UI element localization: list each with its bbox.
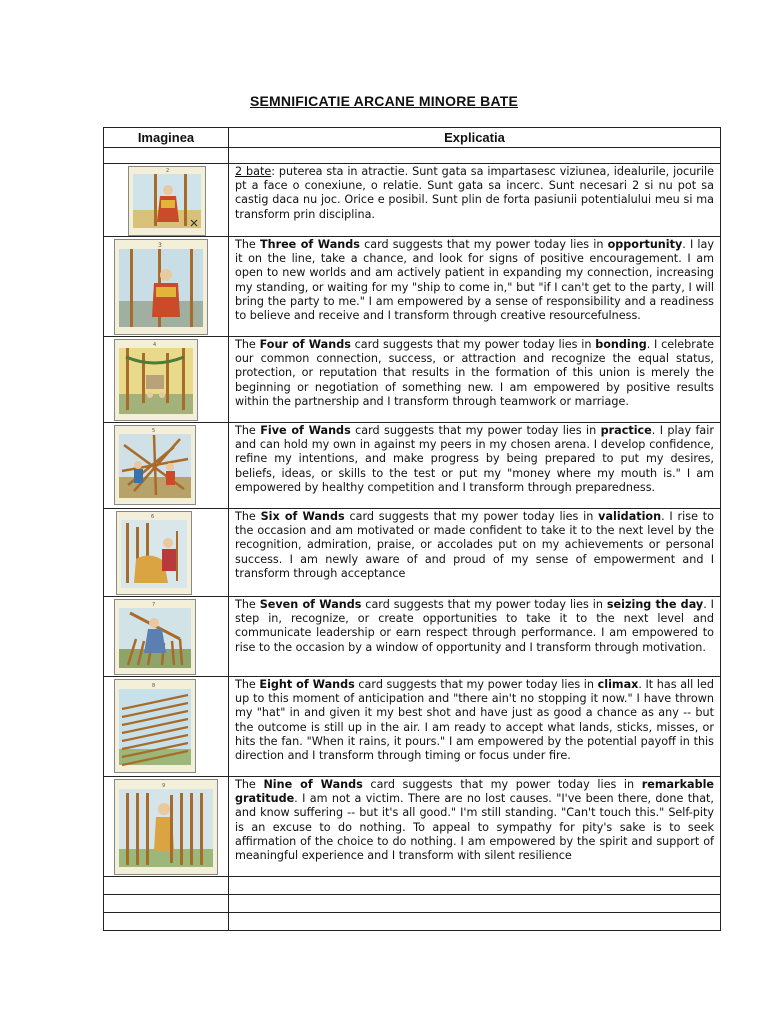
three-of-wands-card-icon xyxy=(114,239,208,335)
seven-of-wands-card-icon xyxy=(114,599,196,675)
explanation-cell xyxy=(229,423,721,509)
table-empty-row xyxy=(104,913,721,931)
card-description: . I step in, recognize, or create opportunities to take it to the next level and communicate leadership or earn respect through performance. I am empowered to rise to the occasion by a window of opportunity and I transform through motivation. xyxy=(235,598,714,654)
header-explanation: Explicatia xyxy=(229,128,721,148)
explanation-cell xyxy=(229,164,721,237)
table-header-row xyxy=(104,128,721,148)
explanation-cell xyxy=(229,677,721,777)
two-of-wands-card-icon xyxy=(128,166,206,236)
card-name: Four of Wands xyxy=(259,338,351,351)
card-keyword: seizing the day xyxy=(606,598,704,611)
svg-text:3: 3 xyxy=(158,242,162,249)
explanation-cell xyxy=(229,237,721,337)
four-of-wands-card-icon xyxy=(114,339,198,421)
card-description: : puterea sta in atractie. Sunt gata sa impartasesc viziunea, idealurile, jocurile pt a face o conexiune, o relatie. Sunt gata sa incerc. Sunt necesari 2 si nu pot sa castig daca nu joc. Orice e posibil. Sunt plin de forta pasiunii potentialului meu si ma transform prin disciplina. xyxy=(235,165,714,221)
table-row xyxy=(104,164,721,237)
table-row xyxy=(104,423,721,509)
card-description: . I rise to the occasion and am motivated or made confident to take it to the next level by the recognition, admiration, praise, or accolades put on my achievements or personal success. I am newly aware of and proud of my sense of empowerment and I transform through acceptance xyxy=(235,510,714,580)
nine-of-wands-card-icon xyxy=(114,779,218,875)
card-name: Nine of Wands xyxy=(263,778,363,791)
card-keyword: bonding xyxy=(595,338,647,351)
card-description: . I celebrate our common connection, success, or attraction and recognize the equal status, protection, or reputation that results in the formation of this union is merely the beginning or negotiation of something new. I am empowered by positive results within the partnership and I transform through teamwork or marriage. xyxy=(235,338,714,408)
text-middle: card suggests that my power today lies in xyxy=(344,510,599,523)
card-name: Seven of Wands xyxy=(259,598,362,611)
card-keyword: validation xyxy=(598,510,662,523)
card-description: . I lay it on the line, take a chance, and look for signs of positive encouragement. I am open to new worlds and am actively patient in expanding my connection, increasing my standing, or waiting for my "ship to come in," but "if I can't get to the party, I will bring the party to me." I am empowered by a sense of responsibility and a readiness to believe and receive and I transform through creative resourcefulness. xyxy=(235,238,714,323)
card-image-cell xyxy=(104,337,229,423)
text-middle: card suggests that my power today lies in xyxy=(361,598,607,611)
minor-arcana-table xyxy=(103,127,721,931)
svg-text:9: 9 xyxy=(162,783,166,789)
text-prefix: The xyxy=(235,238,260,251)
card-image-cell xyxy=(104,677,229,777)
card-description: . It has all led up to this moment of anticipation and "there ain't no stopping it now." I have thrown my "hat" in and given it my best shot and have just as good a chance as any -- but the outcome is still up in the air. I am ready to accept what lands, sticks, misses, or hits the fan. "When it rains, it pours." I am empowered by the potential payoff in this direction and I transform through timing or focus under fire. xyxy=(235,678,714,763)
table-row xyxy=(104,237,721,337)
svg-text:2: 2 xyxy=(166,168,170,174)
svg-text:4: 4 xyxy=(153,342,157,348)
card-name: Six of Wands xyxy=(260,510,345,523)
text-prefix: The xyxy=(235,598,260,611)
card-image-cell xyxy=(104,509,229,597)
card-image-cell xyxy=(104,597,229,677)
text-middle: card suggests that my power today lies in xyxy=(362,778,642,791)
svg-text:6: 6 xyxy=(151,514,155,520)
table-row xyxy=(104,777,721,877)
svg-text:7: 7 xyxy=(152,602,156,608)
card-image-cell xyxy=(104,164,229,237)
card-keyword: climax xyxy=(597,678,639,691)
table-row xyxy=(104,597,721,677)
text-middle: card suggests that my power today lies in xyxy=(359,238,608,251)
document-title: SEMNIFICATIE ARCANE MINORE BATE xyxy=(249,93,519,109)
card-name: Three of Wands xyxy=(259,238,360,251)
explanation-cell xyxy=(229,777,721,877)
eight-of-wands-card-icon xyxy=(114,679,196,773)
table-empty-row xyxy=(104,877,721,895)
text-middle: card suggests that my power today lies in xyxy=(354,678,598,691)
card-description: . I am not a victim. There are no lost causes. "I've been there, done that, and know suffering -- but it's all good." I'm still standing. "Can't touch this." Self-pity is an excuse to do nothing. To appeal to sympathy for pity's sake is to seek affirmation of the choice to do nothing. I am empowered by the spirit and support of meaningful experience and I transform with silent resilience xyxy=(235,792,714,863)
card-image-cell xyxy=(104,423,229,509)
card-name: Eight of Wands xyxy=(259,678,355,691)
text-middle: card suggests that my power today lies in xyxy=(350,338,596,351)
card-keyword: remarkable gratitude xyxy=(235,778,714,806)
table-row xyxy=(104,677,721,777)
text-prefix: The xyxy=(235,424,261,437)
explanation-cell xyxy=(229,597,721,677)
card-name: Five of Wands xyxy=(260,424,351,437)
card-keyword: practice xyxy=(600,424,652,437)
text-prefix: The xyxy=(235,678,260,691)
table-row xyxy=(104,337,721,423)
svg-text:8: 8 xyxy=(152,683,156,689)
text-prefix: The xyxy=(235,338,260,351)
svg-text:5: 5 xyxy=(152,428,156,434)
table-empty-row xyxy=(104,895,721,913)
table-spacer-row xyxy=(104,148,721,164)
text-prefix: The xyxy=(235,778,264,791)
explanation-cell xyxy=(229,509,721,597)
text-prefix: The xyxy=(235,510,261,523)
header-image: Imaginea xyxy=(104,128,229,148)
card-title: 2 bate xyxy=(235,165,272,178)
five-of-wands-card-icon xyxy=(114,425,196,505)
text-middle: card suggests that my power today lies in xyxy=(350,424,601,437)
table-row xyxy=(104,509,721,597)
card-image-cell xyxy=(104,777,229,877)
six-of-wands-card-icon xyxy=(116,511,192,595)
card-keyword: opportunity xyxy=(607,238,683,251)
explanation-cell xyxy=(229,337,721,423)
card-image-cell xyxy=(104,237,229,337)
card-description: . I play fair and can hold my own in against my peers in my chosen arena. I develop confidence, refine my intentions, and make progress by being prepared to put my desires, beliefs, ideas, or skills to the test or put my "money where my mouth is." I am empowered by healthy competition and I transform through preparedness. xyxy=(235,424,714,494)
